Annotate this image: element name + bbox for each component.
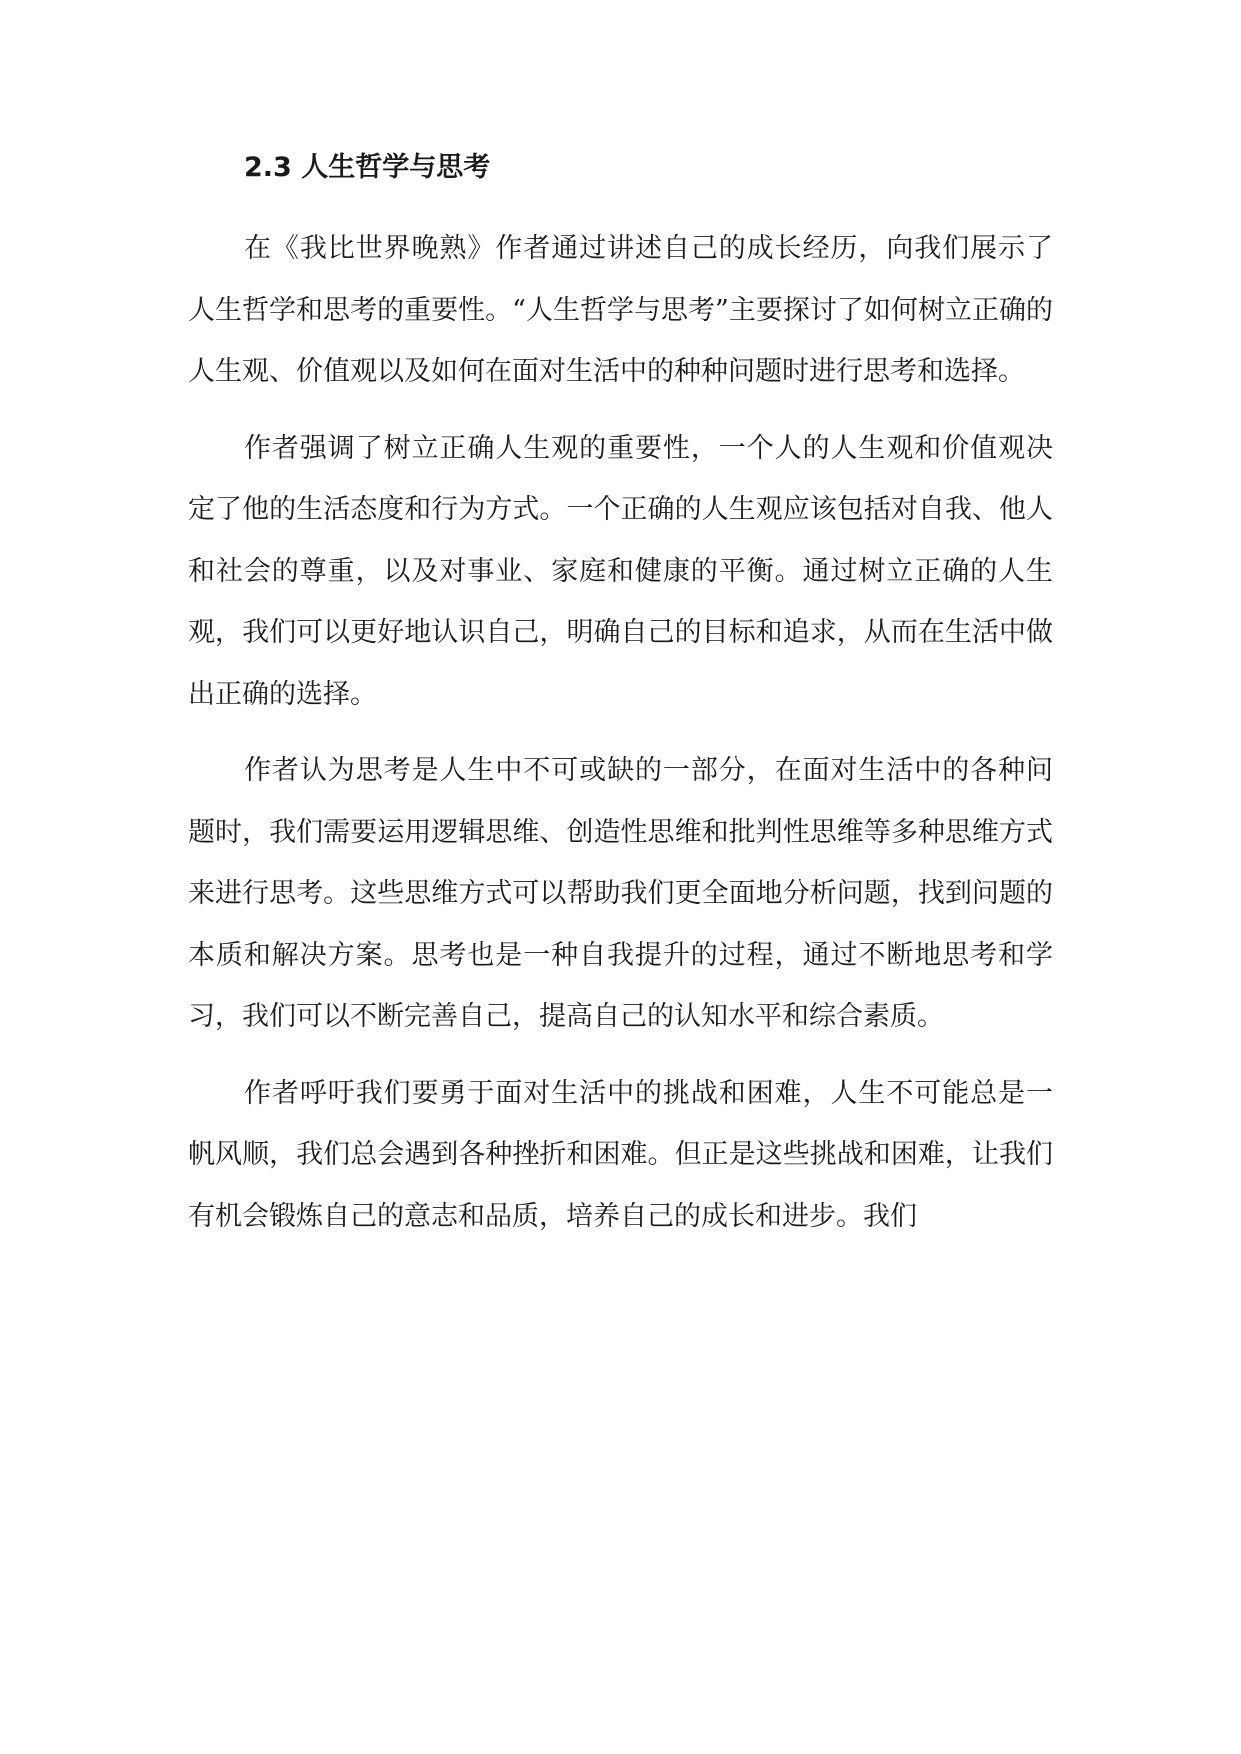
paragraph: 作者强调了树立正确人生观的重要性，一个人的人生观和价值观决定了他的生活态度和行为方式。一个正确的人生观应该包括对自我、他人和社会的尊重，以及对事业、家庭和健康的平衡。通过树立正确的人生观，我们可以更好地认识自己，明确自己的目标和追求，从而在生活中做出正确的选择。 [188,432,1053,710]
document-body [188,148,1053,1262]
paragraph: 作者认为思考是人生中不可或缺的一部分，在面对生活中的各种问题时，我们需要运用逻辑思维、创造性思维和批判性思维等多种思维方式来进行思考。这些思维方式可以帮助我们更全面地分析问题，找到问题的本质和解决方案。思考也是一种自我提升的过程，通过不断地思考和学习，我们可以不断完善自己，提高自己的认知水平和综合素质。 [188,755,1053,1032]
section-heading: 2.3 人生哲学与思考 [244,152,491,183]
paragraph: 在《我比世界晚熟》作者通过讲述自己的成长经历，向我们展示了人生哲学和思考的重要性。“人生哲学与思考”主要探讨了如何树立正确的人生观、价值观以及如何在面对生活中的种种问题时进行思考和选择。 [188,233,1053,387]
paragraph: 作者呼吁我们要勇于面对生活中的挑战和困难，人生不可能总是一帆风顺，我们总会遇到各种挫折和困难。但正是这些挑战和困难，让我们有机会锻炼自己的意志和品质，培养自己的成长和进步。我们 [188,1077,1053,1232]
